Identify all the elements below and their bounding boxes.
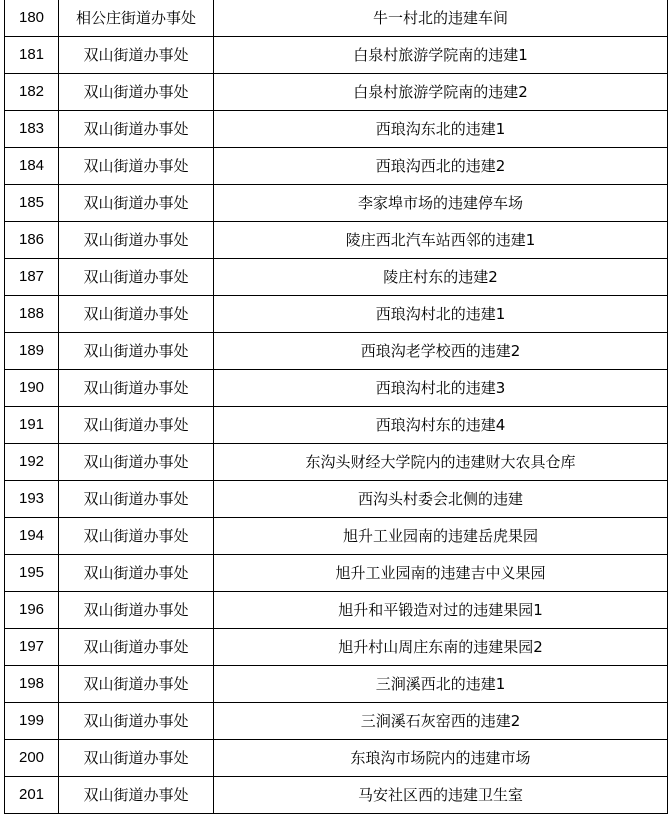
row-number: 194 — [5, 518, 59, 555]
table-row — [5, 74, 668, 111]
row-number: 191 — [5, 407, 59, 444]
office-name: 双山街道办事处 — [59, 666, 214, 703]
row-number: 200 — [5, 740, 59, 777]
table-row — [5, 370, 668, 407]
violation-description: 牛一村北的违建车间 — [214, 0, 668, 37]
table-row — [5, 481, 668, 518]
table-row — [5, 518, 668, 555]
office-name: 双山街道办事处 — [59, 592, 214, 629]
violation-table — [4, 0, 668, 814]
violation-description: 西琅沟老学校西的违建2 — [214, 333, 668, 370]
table-row — [5, 703, 668, 740]
row-number: 193 — [5, 481, 59, 518]
violation-description: 西琅沟村北的违建3 — [214, 370, 668, 407]
violation-description: 陵庄西北汽车站西邻的违建1 — [214, 222, 668, 259]
violation-description: 三涧溪石灰窑西的违建2 — [214, 703, 668, 740]
office-name: 双山街道办事处 — [59, 333, 214, 370]
table-row — [5, 0, 668, 37]
office-name: 双山街道办事处 — [59, 518, 214, 555]
row-number: 187 — [5, 259, 59, 296]
table-row — [5, 333, 668, 370]
violation-description: 西琅沟村东的违建4 — [214, 407, 668, 444]
office-name: 双山街道办事处 — [59, 555, 214, 592]
table-body — [5, 0, 668, 814]
row-number: 199 — [5, 703, 59, 740]
office-name: 双山街道办事处 — [59, 370, 214, 407]
office-name: 双山街道办事处 — [59, 222, 214, 259]
office-name: 双山街道办事处 — [59, 74, 214, 111]
office-name: 双山街道办事处 — [59, 296, 214, 333]
office-name: 双山街道办事处 — [59, 407, 214, 444]
office-name: 双山街道办事处 — [59, 481, 214, 518]
violation-description: 旭升工业园南的违建岳虎果园 — [214, 518, 668, 555]
violation-description: 陵庄村东的违建2 — [214, 259, 668, 296]
row-number: 201 — [5, 777, 59, 814]
office-name: 双山街道办事处 — [59, 740, 214, 777]
table-row — [5, 444, 668, 481]
table-row — [5, 629, 668, 666]
violation-description: 李家埠市场的违建停车场 — [214, 185, 668, 222]
office-name: 双山街道办事处 — [59, 444, 214, 481]
violation-description: 白泉村旅游学院南的违建1 — [214, 37, 668, 74]
office-name: 双山街道办事处 — [59, 259, 214, 296]
row-number: 183 — [5, 111, 59, 148]
office-name: 双山街道办事处 — [59, 185, 214, 222]
office-name: 双山街道办事处 — [59, 703, 214, 740]
row-number: 180 — [5, 0, 59, 37]
violation-description: 东沟头财经大学院内的违建财大农具仓库 — [214, 444, 668, 481]
table-row — [5, 296, 668, 333]
row-number: 182 — [5, 74, 59, 111]
row-number: 190 — [5, 370, 59, 407]
table-row — [5, 222, 668, 259]
row-number: 198 — [5, 666, 59, 703]
office-name: 双山街道办事处 — [59, 148, 214, 185]
row-number: 195 — [5, 555, 59, 592]
violation-description: 东琅沟市场院内的违建市场 — [214, 740, 668, 777]
table-row — [5, 259, 668, 296]
violation-description: 马安社区西的违建卫生室 — [214, 777, 668, 814]
row-number: 185 — [5, 185, 59, 222]
table-row — [5, 37, 668, 74]
row-number: 189 — [5, 333, 59, 370]
table-row — [5, 666, 668, 703]
table-row — [5, 740, 668, 777]
table-row — [5, 592, 668, 629]
table-row — [5, 111, 668, 148]
violation-description: 西沟头村委会北侧的违建 — [214, 481, 668, 518]
row-number: 197 — [5, 629, 59, 666]
row-number: 186 — [5, 222, 59, 259]
table-row — [5, 407, 668, 444]
violation-description: 旭升和平锻造对过的违建果园1 — [214, 592, 668, 629]
table-row — [5, 185, 668, 222]
violation-description: 白泉村旅游学院南的违建2 — [214, 74, 668, 111]
row-number: 192 — [5, 444, 59, 481]
violation-description: 西琅沟西北的违建2 — [214, 148, 668, 185]
table-row — [5, 148, 668, 185]
office-name: 相公庄街道办事处 — [59, 0, 214, 37]
office-name: 双山街道办事处 — [59, 111, 214, 148]
row-number: 184 — [5, 148, 59, 185]
violation-description: 旭升村山周庄东南的违建果园2 — [214, 629, 668, 666]
row-number: 181 — [5, 37, 59, 74]
violation-table-container — [4, 0, 667, 814]
office-name: 双山街道办事处 — [59, 37, 214, 74]
table-row — [5, 777, 668, 814]
violation-description: 旭升工业园南的违建吉中义果园 — [214, 555, 668, 592]
violation-description: 三涧溪西北的违建1 — [214, 666, 668, 703]
office-name: 双山街道办事处 — [59, 629, 214, 666]
table-row — [5, 555, 668, 592]
violation-description: 西琅沟东北的违建1 — [214, 111, 668, 148]
office-name: 双山街道办事处 — [59, 777, 214, 814]
row-number: 196 — [5, 592, 59, 629]
row-number: 188 — [5, 296, 59, 333]
violation-description: 西琅沟村北的违建1 — [214, 296, 668, 333]
